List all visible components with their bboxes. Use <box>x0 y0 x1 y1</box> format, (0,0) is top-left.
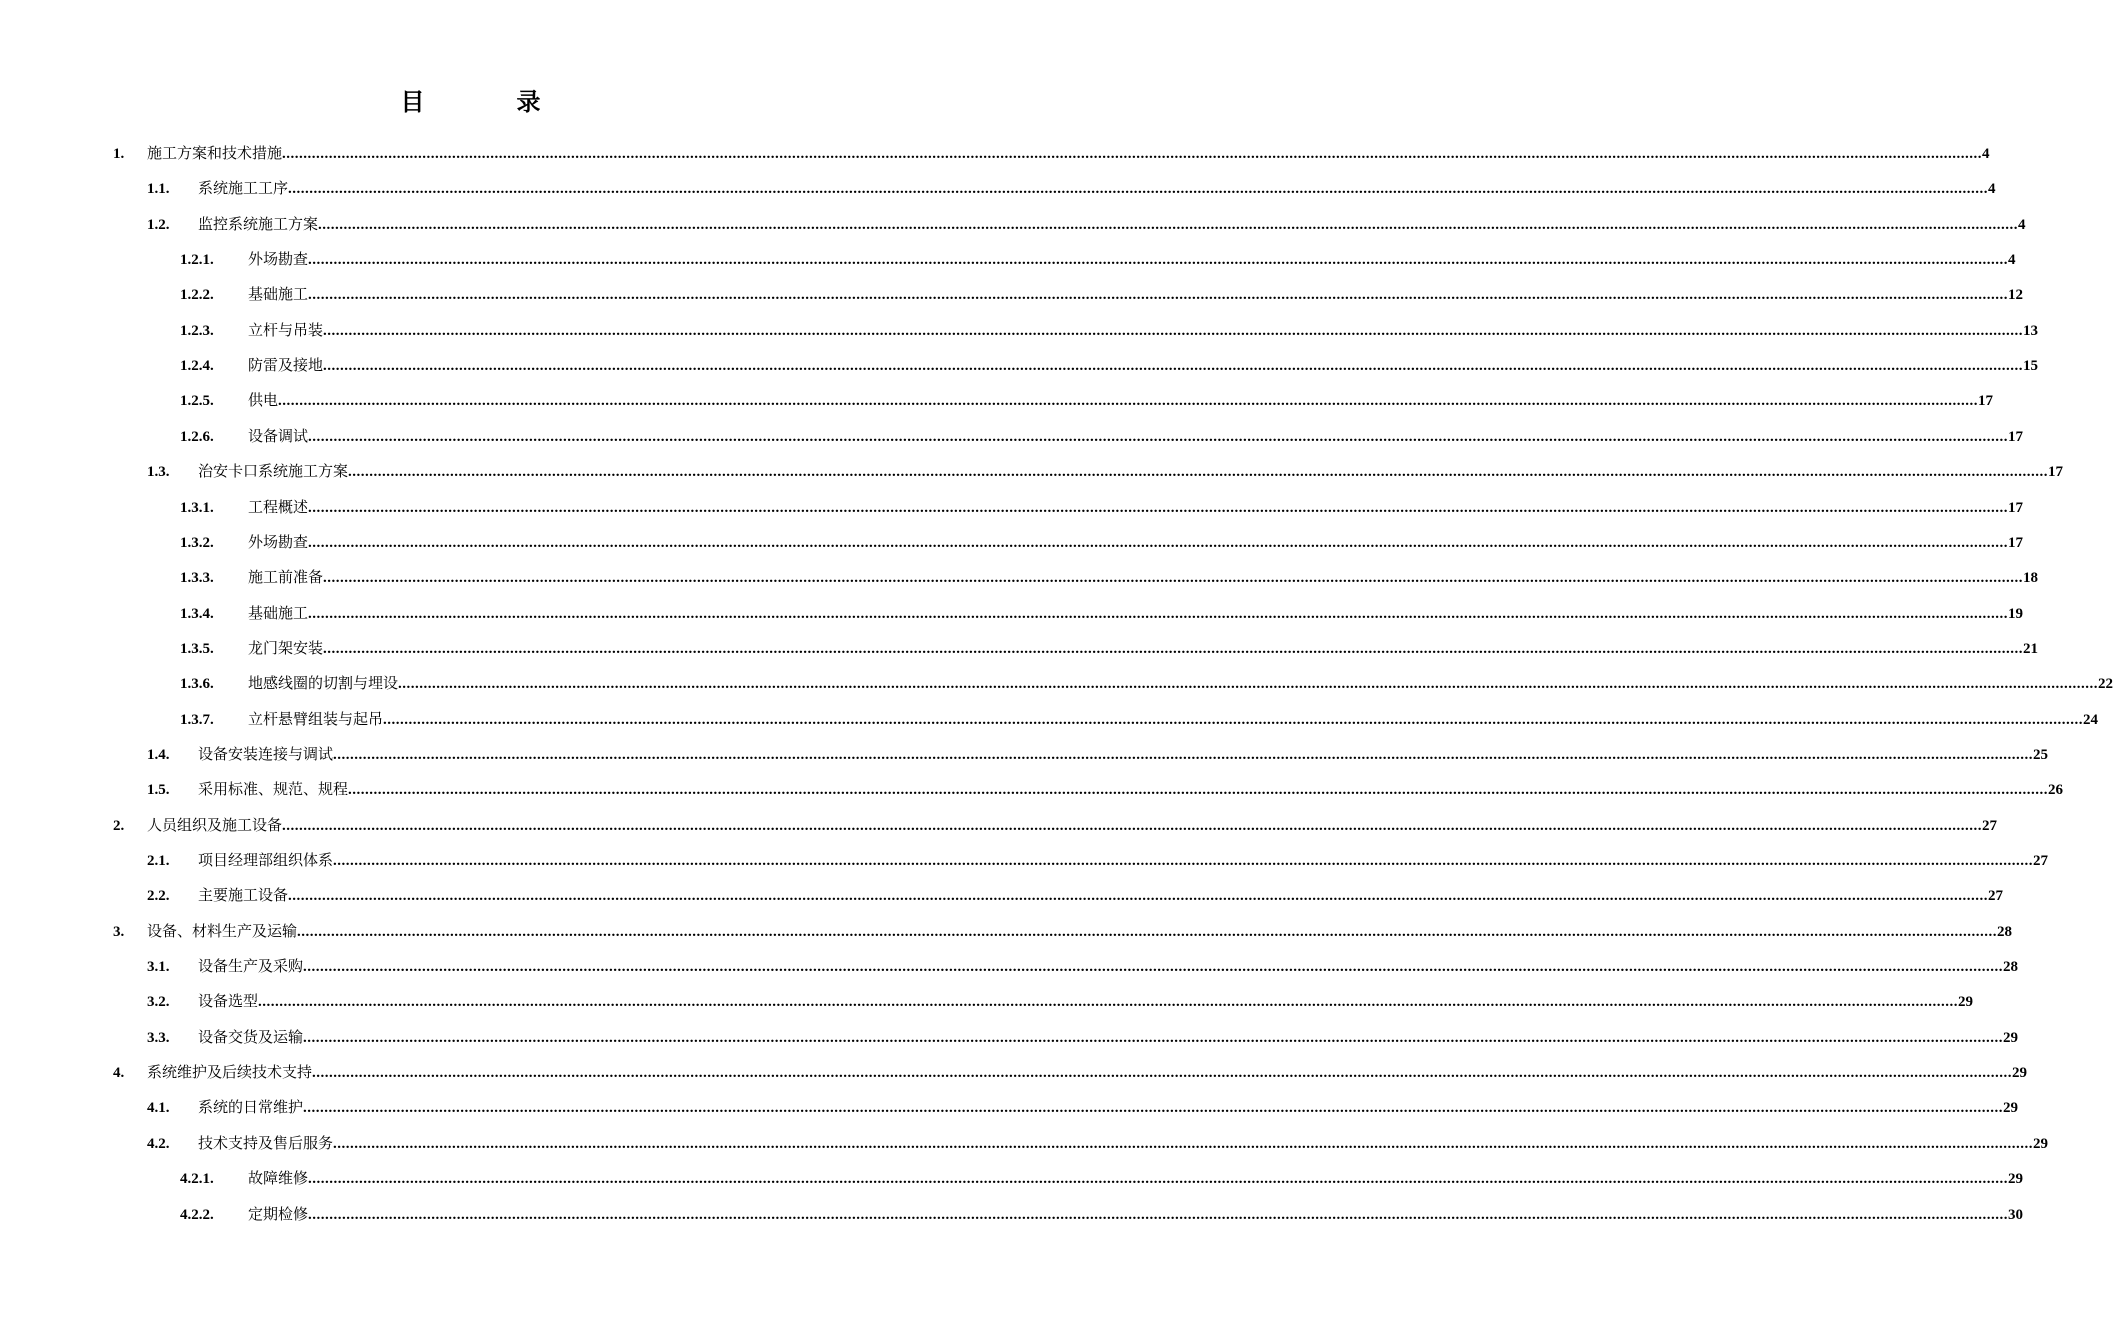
toc-entry-label: 施工前准备 <box>248 568 324 587</box>
toc-entry-page: 17 <box>2048 464 2064 481</box>
toc-entry-label: 设备生产及采购 <box>198 957 304 976</box>
toc-entry-number: 4. <box>113 1065 125 1082</box>
toc-dot-leader: ................................................................................................................................................................................................................................................................................................................................................................................................................ <box>282 146 1983 162</box>
toc-entry-label: 地感线圈的切割与埋设 <box>248 674 399 693</box>
toc-entry[interactable] <box>147 171 1996 206</box>
toc-entry-label: 基础施工 <box>248 285 309 304</box>
toc-entry-number: 3.3. <box>147 1029 170 1046</box>
toc-entry-page: 4 <box>2008 252 2016 269</box>
toc-dot-leader: ................................................................................................................................................................................................................................................................................................................................................................................................................ <box>333 746 2034 763</box>
toc-entry-label: 系统施工工序 <box>198 179 289 198</box>
toc-entry-number: 1.4. <box>147 746 170 763</box>
toc-entry-number: 4.2.2. <box>180 1206 214 1223</box>
toc-entry[interactable] <box>180 277 2024 312</box>
toc-entry[interactable] <box>180 348 2039 383</box>
toc-dot-leader: ................................................................................................................................................................................................................................................................................................................................................................................................................ <box>308 1171 2009 1188</box>
toc-dot-leader: ................................................................................................................................................................................................................................................................................................................................................................................................................ <box>398 676 2099 693</box>
toc-entry[interactable] <box>113 1055 2028 1090</box>
toc-entry-page: 29 <box>2012 1065 2028 1082</box>
toc-entry-label: 设备选型 <box>198 992 259 1011</box>
toc-dot-leader: ................................................................................................................................................................................................................................................................................................................................................................................................................ <box>288 888 1989 905</box>
toc-entry-label: 防雷及接地 <box>248 356 324 375</box>
toc-dot-leader: ................................................................................................................................................................................................................................................................................................................................................................................................................ <box>323 570 2024 587</box>
toc-entry-label: 立杆悬臂组装与起吊 <box>248 709 384 728</box>
toc-entry-number: 1.2.5. <box>180 393 214 410</box>
toc-entry[interactable] <box>180 313 2039 348</box>
toc-entry-number: 1.3.2. <box>180 534 214 551</box>
toc-entry-number: 1.3. <box>147 464 170 481</box>
toc-dot-leader: ................................................................................................................................................................................................................................................................................................................................................................................................................ <box>333 853 2034 869</box>
toc-entry-label: 外场勘查 <box>248 532 309 551</box>
toc-entry[interactable] <box>180 596 2024 631</box>
toc-dot-leader: ................................................................................................................................................................................................................................................................................................................................................................................................................ <box>308 605 2009 622</box>
toc-dot-leader: ................................................................................................................................................................................................................................................................................................................................................................................................................ <box>308 534 2009 551</box>
toc-entry-number: 1.3.5. <box>180 640 214 657</box>
toc-entry-page: 27 <box>1982 817 1998 834</box>
toc-entry-number: 1.2.4. <box>180 358 214 375</box>
toc-entry-label: 设备调试 <box>248 426 309 445</box>
toc-entry-page: 22 <box>2098 676 2113 693</box>
toc-entry-page: 29 <box>2033 1135 2049 1152</box>
toc-dot-leader: ................................................................................................................................................................................................................................................................................................................................................................................................................ <box>348 782 2049 799</box>
toc-entry[interactable] <box>147 454 2064 489</box>
toc-entry[interactable] <box>147 1126 2049 1161</box>
toc-entry-number: 3. <box>113 923 125 940</box>
toc-entry-number: 3.2. <box>147 994 170 1011</box>
toc-entry-page: 29 <box>2003 1100 2019 1117</box>
toc-entry-page: 29 <box>1958 994 1974 1011</box>
toc-entry-page: 17 <box>2008 499 2024 516</box>
toc-entry[interactable] <box>147 1020 2019 1055</box>
toc-entry-label: 人员组织及施工设备 <box>147 815 283 834</box>
toc-dot-leader: ................................................................................................................................................................................................................................................................................................................................................................................................................ <box>308 499 2009 516</box>
toc-entry-page: 4 <box>2018 216 2026 233</box>
toc-entry-label: 设备交货及运输 <box>198 1027 304 1046</box>
toc-dot-leader: ................................................................................................................................................................................................................................................................................................................................................................................................................ <box>258 994 1959 1011</box>
toc-entry-label: 技术支持及售后服务 <box>198 1133 334 1152</box>
toc-entry[interactable] <box>180 1161 2024 1196</box>
toc-entry-number: 2. <box>113 817 125 834</box>
toc-entry-page: 30 <box>2008 1206 2024 1223</box>
toc-entry-label: 供电 <box>248 391 279 410</box>
toc-entry-number: 1.2.6. <box>180 428 214 445</box>
toc-entry[interactable] <box>147 984 1974 1019</box>
toc-entry[interactable] <box>113 808 1998 843</box>
toc-dot-leader: ................................................................................................................................................................................................................................................................................................................................................................................................................ <box>308 1206 2009 1223</box>
toc-entry-page: 18 <box>2023 570 2039 587</box>
toc-entry-label: 基础施工 <box>248 603 309 622</box>
toc-entry-number: 1.3.7. <box>180 711 214 728</box>
toc-entry-number: 1.2.2. <box>180 287 214 304</box>
toc-entry-label: 施工方案和技术措施 <box>147 144 283 162</box>
toc-entry-number: 1.5. <box>147 782 170 799</box>
toc-entry-label: 龙门架安装 <box>248 638 324 657</box>
toc-entry[interactable] <box>180 525 2024 560</box>
toc-dot-leader: ................................................................................................................................................................................................................................................................................................................................................................................................................ <box>312 1065 2013 1082</box>
toc-entry-label: 主要施工设备 <box>198 886 289 905</box>
toc-entry-page: 25 <box>2033 746 2049 763</box>
toc-dot-leader: ................................................................................................................................................................................................................................................................................................................................................................................................................ <box>333 1135 2034 1152</box>
toc-entry-page: 27 <box>1988 888 2004 905</box>
toc-entry-number: 1.2.3. <box>180 322 214 339</box>
toc-entry[interactable] <box>147 843 2049 878</box>
toc-entry-number: 1.3.1. <box>180 499 214 516</box>
toc-entry-label: 设备安装连接与调试 <box>198 744 334 763</box>
toc-entry-page: 17 <box>1978 393 1994 410</box>
toc-entry-page: 15 <box>2023 358 2039 375</box>
toc-entry-label: 监控系统施工方案 <box>198 214 319 233</box>
toc-entry-page: 29 <box>2003 1029 2019 1046</box>
toc-entry[interactable] <box>147 772 2064 807</box>
toc-entry-label: 立杆与吊装 <box>248 320 324 339</box>
toc-entry-label: 采用标准、规范、规程 <box>198 780 349 799</box>
toc-dot-leader: ................................................................................................................................................................................................................................................................................................................................................................................................................ <box>323 640 2024 657</box>
toc-entry[interactable] <box>180 419 2024 454</box>
toc-entry-number: 2.2. <box>147 888 170 905</box>
toc-dot-leader: ................................................................................................................................................................................................................................................................................................................................................................................................................ <box>282 817 1983 834</box>
toc-dot-leader: ................................................................................................................................................................................................................................................................................................................................................................................................................ <box>303 1029 2004 1046</box>
toc-entry-label: 项目经理部组织体系 <box>198 851 334 869</box>
toc-entry-number: 4.1. <box>147 1100 170 1117</box>
toc-entry-number: 4.2.1. <box>180 1171 214 1188</box>
toc-entry-label: 系统维护及后续技术支持 <box>147 1063 313 1082</box>
toc-dot-leader: ................................................................................................................................................................................................................................................................................................................................................................................................................ <box>323 358 2024 375</box>
toc-entry-label: 设备、材料生产及运输 <box>147 921 298 940</box>
toc-entry-number: 1.2.1. <box>180 252 214 269</box>
toc-entry-page: 4 <box>1982 146 1990 162</box>
toc-entry-page: 19 <box>2008 605 2024 622</box>
toc-dot-leader: ................................................................................................................................................................................................................................................................................................................................................................................................................ <box>318 216 2019 233</box>
toc-dot-leader: ................................................................................................................................................................................................................................................................................................................................................................................................................ <box>308 287 2009 304</box>
toc-entry[interactable] <box>180 490 2024 525</box>
toc-entry-page: 28 <box>2003 959 2019 976</box>
toc-entry[interactable] <box>147 949 2019 984</box>
toc-entry-page: 26 <box>2048 782 2064 799</box>
toc-entry[interactable] <box>113 914 2013 949</box>
toc-entry-page: 21 <box>2023 640 2039 657</box>
page-title: 目 录 <box>400 87 575 116</box>
toc-entry[interactable] <box>180 383 1994 418</box>
toc-entry-number: 1.1. <box>147 181 170 198</box>
toc-entry-page: 17 <box>2008 534 2024 551</box>
toc-entry-number: 2.1. <box>147 853 170 869</box>
toc-entry-label: 外场勘查 <box>248 250 309 269</box>
toc-entry-page: 27 <box>2033 853 2049 869</box>
toc-entry-page: 13 <box>2023 322 2039 339</box>
toc-dot-leader: ................................................................................................................................................................................................................................................................................................................................................................................................................ <box>278 393 1979 410</box>
toc-entry-number: 1.3.6. <box>180 676 214 693</box>
toc-entry-page: 4 <box>1988 181 1996 198</box>
toc-entry-label: 系统的日常维护 <box>198 1098 304 1117</box>
toc-entry[interactable] <box>180 666 2113 701</box>
toc-dot-leader: ................................................................................................................................................................................................................................................................................................................................................................................................................ <box>297 923 1998 940</box>
toc-entry-number: 1. <box>113 146 125 162</box>
toc-entry-label: 工程概述 <box>248 497 309 516</box>
toc-dot-leader: ................................................................................................................................................................................................................................................................................................................................................................................................................ <box>323 322 2024 339</box>
toc-dot-leader: ................................................................................................................................................................................................................................................................................................................................................................................................................ <box>303 1100 2004 1117</box>
toc-dot-leader: ................................................................................................................................................................................................................................................................................................................................................................................................................ <box>288 181 1989 198</box>
toc-entry[interactable] <box>180 631 2039 666</box>
toc-entry-number: 3.1. <box>147 959 170 976</box>
toc-entry[interactable] <box>147 1090 2019 1125</box>
toc-dot-leader: ................................................................................................................................................................................................................................................................................................................................................................................................................ <box>308 252 2009 269</box>
toc-entry-label: 治安卡口系统施工方案 <box>198 462 349 481</box>
toc-entry-number: 4.2. <box>147 1135 170 1152</box>
toc-entry[interactable] <box>180 1197 2024 1232</box>
toc-dot-leader: ................................................................................................................................................................................................................................................................................................................................................................................................................ <box>303 959 2004 976</box>
toc-entry-page: 24 <box>2083 711 2099 728</box>
toc-entry-page: 28 <box>1997 923 2013 940</box>
toc-entry-page: 12 <box>2008 287 2024 304</box>
toc-entry[interactable] <box>147 737 2049 772</box>
toc-entry[interactable] <box>180 702 2099 737</box>
toc-entry-number: 1.3.4. <box>180 605 214 622</box>
toc-entry[interactable] <box>180 560 2039 595</box>
toc-entry-page: 17 <box>2008 428 2024 445</box>
toc-dot-leader: ................................................................................................................................................................................................................................................................................................................................................................................................................ <box>348 464 2049 481</box>
toc-entry-page: 29 <box>2008 1171 2024 1188</box>
toc-entry-label: 定期检修 <box>248 1204 309 1223</box>
toc-entry[interactable] <box>147 878 2004 913</box>
toc-dot-leader: ................................................................................................................................................................................................................................................................................................................................................................................................................ <box>308 428 2009 445</box>
toc-entry[interactable] <box>180 242 2016 277</box>
toc-entry-number: 1.3.3. <box>180 570 214 587</box>
toc-entry[interactable] <box>147 207 2026 242</box>
toc-dot-leader: ................................................................................................................................................................................................................................................................................................................................................................................................................ <box>383 711 2084 728</box>
toc-entry-number: 1.2. <box>147 216 170 233</box>
toc-entry[interactable] <box>113 136 1990 171</box>
toc-entry-label: 故障维修 <box>248 1169 309 1188</box>
